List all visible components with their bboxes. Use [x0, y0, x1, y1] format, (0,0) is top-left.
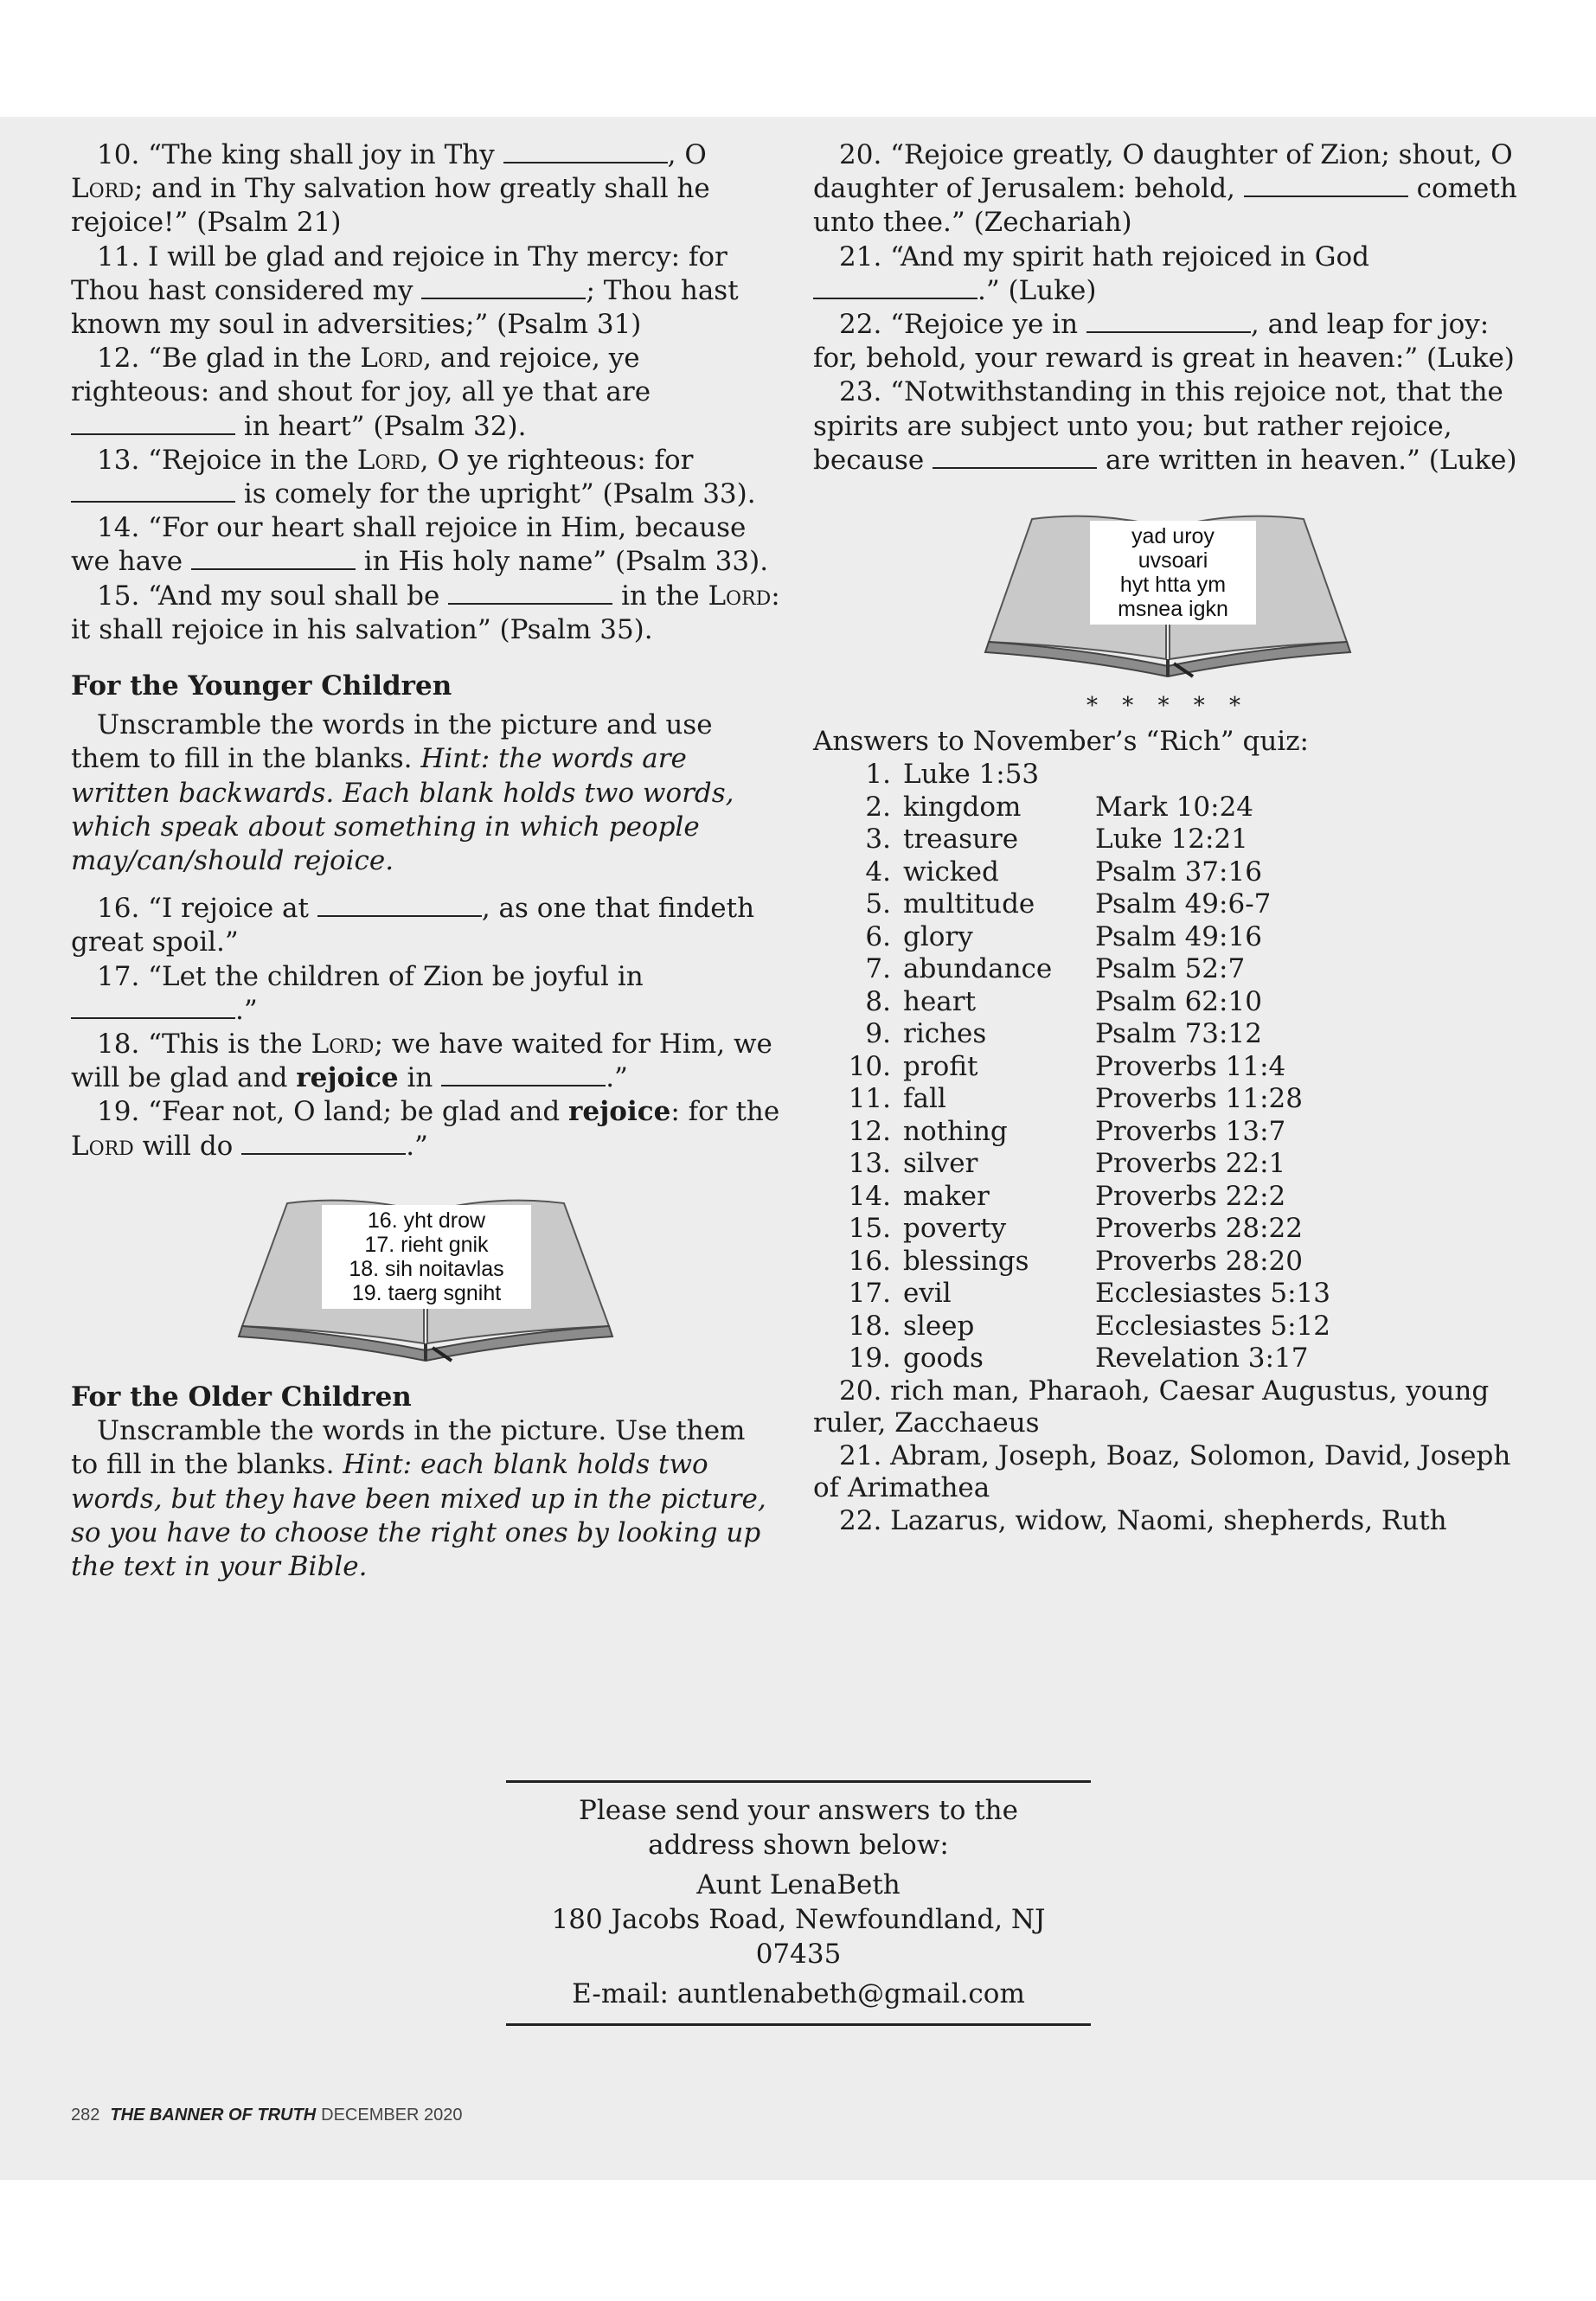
answer-blank[interactable]	[421, 279, 586, 299]
answer-word: evil	[903, 1278, 952, 1310]
scrambled-words-card	[322, 1205, 531, 1309]
answer-number: 10.	[848, 1050, 891, 1082]
answer-number: 5.	[865, 888, 891, 920]
scrambled-line: 17. rieht gnik	[364, 1232, 489, 1257]
answer-row	[813, 1278, 1330, 1311]
answer-number: 8.	[865, 985, 891, 1017]
question-11: 11. I will be glad and rejoice in Thy mercy: for Thou hast considered my ; Thou hast known my soul in adversities;” (Psalm 31)	[71, 240, 739, 341]
answer-blank[interactable]	[441, 1066, 606, 1086]
answer-word: poverty	[903, 1213, 1007, 1245]
answer-blank[interactable]	[813, 279, 977, 299]
answer-number: 15.	[848, 1213, 891, 1245]
answer-word: glory	[903, 920, 973, 952]
question-14: 14. “For our heart shall rejoice in Him, because we have in His holy name” (Psalm 33).	[71, 512, 769, 578]
answer-reference: Proverbs 11:28	[1095, 1083, 1303, 1115]
answer-blank[interactable]	[71, 998, 235, 1019]
address-box	[506, 1780, 1091, 2026]
answer-reference: Proverbs 13:7	[1095, 1115, 1286, 1147]
answer-row	[813, 824, 1330, 856]
answer-row	[813, 1246, 1330, 1279]
answer-word: fall	[903, 1083, 946, 1115]
question-18: 18. “This is the Lord; we have waited for Him, we will be glad and rejoice in .”	[71, 1029, 772, 1094]
question-20: 20. “Rejoice greatly, O daughter of Zion; shout, O daughter of Jerusalem: behold, cometh unto thee.” (Zechariah)	[813, 139, 1517, 239]
answer-number: 19.	[848, 1343, 891, 1375]
answer-reference: Proverbs 11:4	[1095, 1050, 1286, 1082]
answer-reference: Proverbs 22:2	[1095, 1180, 1286, 1212]
answer-word: goods	[903, 1343, 984, 1375]
older-children-heading: For the Older Children	[71, 1381, 412, 1413]
section-divider-stars: * * * * *	[1086, 693, 1250, 720]
answer-word: sleep	[903, 1310, 975, 1342]
answer-number: 12.	[848, 1115, 891, 1147]
open-bible-illustration-younger	[235, 1188, 616, 1365]
page-number: 282	[71, 2106, 100, 2125]
answer-number: 11.	[848, 1083, 891, 1115]
divider-top	[506, 1780, 1091, 1783]
older-children-instructions: Unscramble the words in the picture. Use them to fill in the blanks. Hint: each blank holds two words, but they have been mixed up in the picture, so you have to choose the right ones by looking up the text in your Bible.	[71, 1415, 766, 1582]
question-22: 22. “Rejoice ye in , and leap for joy: for, behold, your reward is great in heaven:” (Luke)	[813, 309, 1515, 375]
scrambled-line: 19. taerg sgniht	[351, 1280, 502, 1305]
younger-children-heading: For the Younger Children	[71, 670, 452, 702]
divider-bottom	[506, 2023, 1091, 2026]
answer-reference: Ecclesiastes 5:12	[1095, 1310, 1331, 1342]
answer-row	[813, 1083, 1330, 1116]
scrambled-line: yad uroy	[1131, 524, 1215, 549]
answer-reference: Proverbs 28:20	[1095, 1245, 1303, 1277]
answer-reference: Psalm 73:12	[1095, 1018, 1262, 1050]
answer-word: silver	[903, 1148, 978, 1180]
answers-title: Answers to November’s “Rich” quiz:	[813, 726, 1310, 758]
answer-blank[interactable]	[191, 549, 356, 570]
scrambled-line: msnea igkn	[1118, 597, 1228, 622]
answer-20: 20. rich man, Pharaoh, Caesar Augustus, young ruler, Zacchaeus	[813, 1375, 1490, 1439]
answer-word: kingdom	[903, 791, 1022, 823]
right-column	[813, 138, 1522, 1537]
question-17: 17. “Let the children of Zion be joyful in .”	[71, 960, 780, 1028]
address-instruction-line2: address shown below:	[648, 1830, 949, 1861]
answer-blank[interactable]	[503, 143, 668, 163]
question-16: 16. “I rejoice at , as one that findeth great spoil.”	[71, 893, 755, 958]
answer-reference: Psalm 49:6-7	[1095, 888, 1272, 920]
scrambled-words-card	[1090, 521, 1256, 625]
answer-row	[813, 1018, 1330, 1051]
answer-blank[interactable]	[71, 482, 235, 503]
scrambled-line: hyt htta ym	[1119, 573, 1227, 598]
page-footer	[71, 2106, 463, 2125]
answer-row	[813, 856, 1330, 889]
answer-row	[813, 1051, 1330, 1084]
left-column	[71, 138, 780, 1584]
issue-date: DECEMBER 2020	[321, 2106, 463, 2125]
answer-word: abundance	[903, 953, 1053, 985]
answer-row	[813, 1181, 1330, 1214]
answer-word: maker	[903, 1180, 990, 1212]
answer-reference: Luke 12:21	[1095, 824, 1248, 856]
answer-word: riches	[903, 1018, 987, 1050]
answer-blank[interactable]	[71, 414, 235, 435]
answer-row	[813, 986, 1330, 1019]
answer-word: Luke 1:53	[903, 759, 1040, 791]
answer-number: 16.	[848, 1245, 891, 1277]
question-21: 21. “And my spirit hath rejoiced in God .” (Luke)	[813, 240, 1522, 308]
answer-reference: Mark 10:24	[1095, 791, 1254, 823]
answer-number: 7.	[865, 953, 891, 985]
answer-blank[interactable]	[241, 1134, 406, 1155]
question-10: 10. “The king shall joy in Thy , O Lord; and in Thy salvation how greatly shall he rejoice!” (Psalm 21)	[71, 139, 710, 239]
answer-blank[interactable]	[317, 896, 482, 917]
answer-number: 2.	[865, 791, 891, 823]
answer-blank[interactable]	[1244, 176, 1408, 197]
answer-number: 17.	[848, 1278, 891, 1310]
answer-reference: Revelation 3:17	[1095, 1343, 1309, 1375]
answer-row	[813, 1343, 1330, 1375]
answer-number: 9.	[865, 1018, 891, 1050]
open-bible-illustration-older	[982, 503, 1354, 681]
answer-row	[813, 1148, 1330, 1181]
answer-reference: Psalm 52:7	[1095, 953, 1246, 985]
answer-number: 13.	[848, 1148, 891, 1180]
answer-number: 3.	[865, 824, 891, 856]
question-23: 23. “Notwithstanding in this rejoice not, that the spirits are subject unto you; but rather rejoice, because are written in heaven.” (Luke)	[813, 376, 1517, 476]
answer-word: multitude	[903, 888, 1035, 920]
answer-word: blessings	[903, 1245, 1029, 1277]
answer-word: nothing	[903, 1115, 1008, 1147]
answer-reference: Psalm 49:16	[1095, 920, 1262, 952]
magazine-title: THE BANNER OF TRUTH	[110, 2106, 317, 2125]
question-19: 19. “Fear not, O land; be glad and rejoice: for the Lord will do .”	[71, 1096, 780, 1162]
answer-row	[813, 953, 1330, 986]
answer-number: 6.	[865, 920, 891, 952]
email-address[interactable]: E-mail: auntlenabeth@gmail.com	[572, 1978, 1025, 2009]
answer-row	[813, 1311, 1330, 1343]
answer-reference: Psalm 37:16	[1095, 856, 1262, 888]
answer-row	[813, 759, 1330, 792]
scrambled-line: 18. sih noitavlas	[349, 1256, 504, 1281]
answer-word: treasure	[903, 824, 1019, 856]
address-instruction-line1: Please send your answers to the	[578, 1795, 1018, 1826]
question-15: 15. “And my soul shall be in the Lord: it shall rejoice in his salvation” (Psalm 35).	[71, 580, 780, 645]
answer-word: wicked	[903, 856, 999, 888]
question-13: 13. “Rejoice in the Lord, O ye righteous: for is comely for the upright” (Psalm 33).	[71, 444, 780, 511]
scrambled-line: uvsoari	[1138, 548, 1208, 574]
answer-row	[813, 921, 1330, 954]
answer-word: profit	[903, 1050, 978, 1082]
answer-22: 22. Lazarus, widow, Naomi, shepherds, Ruth	[839, 1504, 1447, 1536]
answer-reference: Proverbs 28:22	[1095, 1213, 1303, 1245]
answer-number: 4.	[865, 856, 891, 888]
answer-blank[interactable]	[448, 584, 612, 605]
question-12: 12. “Be glad in the Lord, and rejoice, ye righteous: and shout for joy, all ye that are in heart” (Psalm 32).	[71, 343, 651, 442]
answer-word: heart	[903, 985, 977, 1017]
answer-row	[813, 792, 1330, 824]
scrambled-line: 16. yht drow	[367, 1208, 486, 1233]
answer-blank[interactable]	[1086, 312, 1251, 333]
answer-row	[813, 1116, 1330, 1149]
answer-21: 21. Abram, Joseph, Boaz, Solomon, David, Joseph of Arimathea	[813, 1439, 1511, 1504]
answer-reference: Ecclesiastes 5:13	[1095, 1278, 1331, 1310]
answer-row	[813, 1213, 1330, 1246]
answer-row	[813, 888, 1330, 921]
answer-number: 14.	[848, 1180, 891, 1212]
answer-reference: Proverbs 22:1	[1095, 1148, 1286, 1180]
street-address: 180 Jacobs Road, Newfoundland, NJ 07435	[551, 1904, 1046, 1970]
answer-blank[interactable]	[933, 448, 1097, 469]
answers-list	[813, 759, 1330, 1375]
answer-number: 18.	[848, 1310, 891, 1342]
answer-number: 1.	[865, 759, 891, 791]
answer-reference: Psalm 62:10	[1095, 985, 1262, 1017]
younger-children-instructions: Unscramble the words in the picture and use them to fill in the blanks. Hint: the words are written backwards. Each blank holds two words, which speak about something in which people may/can/should rejoice.	[71, 709, 734, 877]
recipient-name: Aunt LenaBeth	[696, 1869, 901, 1900]
